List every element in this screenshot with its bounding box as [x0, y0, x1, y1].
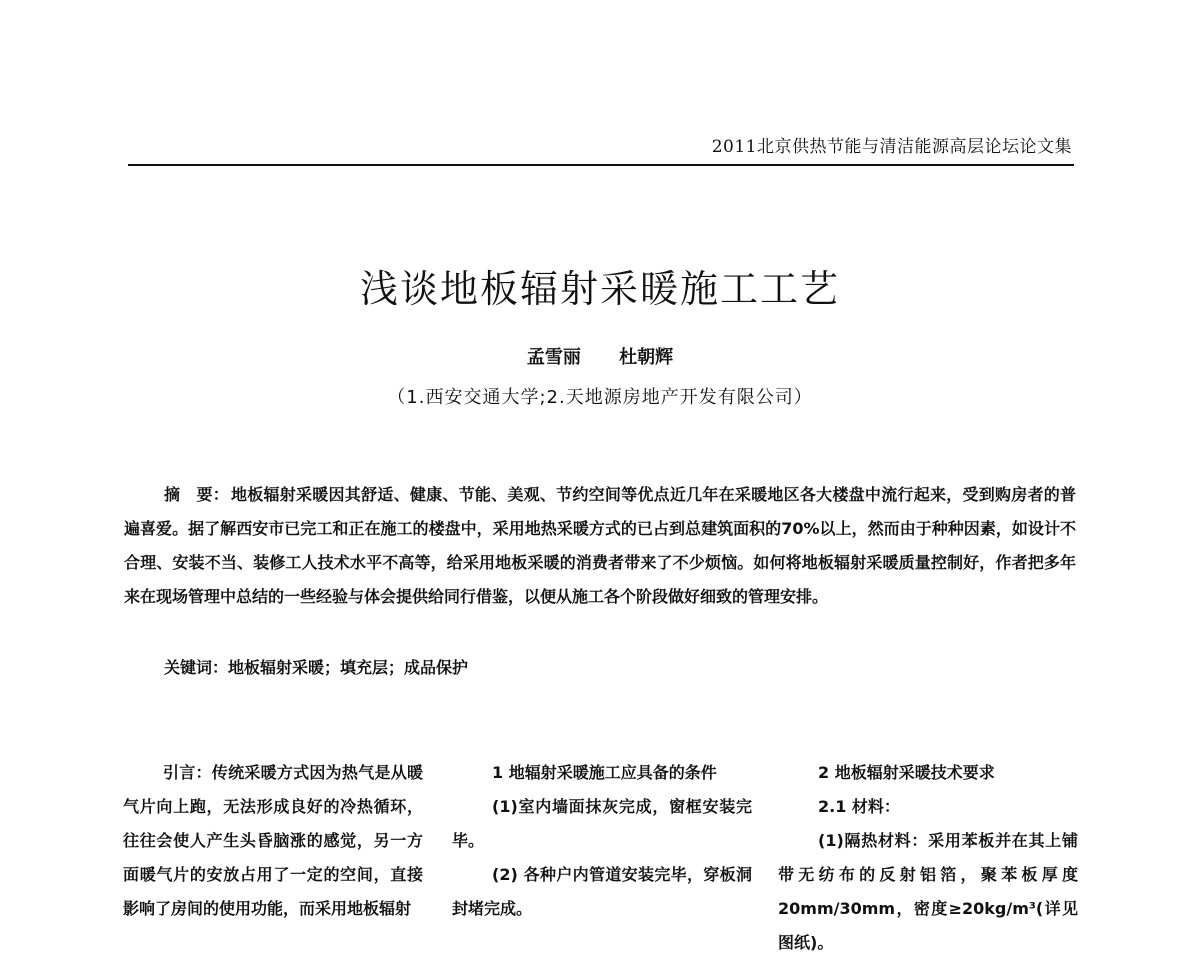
section-heading: 2 地板辐射采暖技术要求 — [818, 763, 995, 782]
article-title: 浅谈地板辐射采暖施工工艺 — [359, 267, 840, 311]
running-header: 2011北京供热节能与清洁能源高层论坛论文集 — [711, 137, 1072, 157]
abstract — [124, 478, 1076, 614]
section-heading: 1 地辐射采暖施工应具备的条件 — [492, 763, 717, 782]
header-rule — [128, 164, 1074, 166]
subsection-heading: 2.1 材料： — [818, 797, 900, 816]
body-column-1 — [123, 756, 423, 926]
body-paragraph: (2) 各种户内管道安装完毕，穿板洞封堵完成。 — [452, 865, 752, 918]
affiliation: （1.西安交通大学;2.天地源房地产开发有限公司） — [387, 387, 813, 408]
intro-paragraph: 引言：传统采暖方式因为热气是从暖气片向上跑，无法形成良好的冷热循环，往往会使人产生头昏脑涨的感觉，另一方面暖气片的安放占用了一定的空间，直接影响了房间的使用功能，而采用地板辐射 — [123, 763, 423, 918]
author-name: 杜朝辉 — [619, 347, 674, 368]
abstract-label: 摘 要： — [164, 485, 230, 504]
body-column-2 — [452, 756, 752, 926]
author-list — [0, 343, 1200, 369]
body-column-3 — [778, 756, 1078, 960]
keywords: 关键词：地板辐射采暖；填充层；成品保护 — [164, 658, 469, 677]
abstract-text: 地板辐射采暖因其舒适、健康、节能、美观、节约空间等优点近几年在采暖地区各大楼盘中流行起来，受到购房者的普遍喜爱。据了解西安市已完工和正在施工的楼盘中，采用地热采暖方式的已占到总建筑面积的70%以上，然而由于种种因素，如设计不合理、安装不当、装修工人技术水平不高等，给采用地板采暖的消费者带来了不少烦恼。如何将地板辐射采暖质量控制好，作者把多年来在现场管理中总结的一些经验与体会提供给同行借鉴，以便从施工各个阶段做好细致的管理安排。 — [124, 485, 1076, 606]
body-paragraph: (1)隔热材料：采用苯板并在其上铺带无纺布的反射铝箔，聚苯板厚度 20mm/30mm，密度≥20kg/m³(详见图纸)。 — [778, 831, 1078, 952]
body-paragraph: (1)室内墙面抹灰完成，窗框安装完毕。 — [452, 797, 752, 850]
author-name: 孟雪丽 — [526, 347, 581, 368]
